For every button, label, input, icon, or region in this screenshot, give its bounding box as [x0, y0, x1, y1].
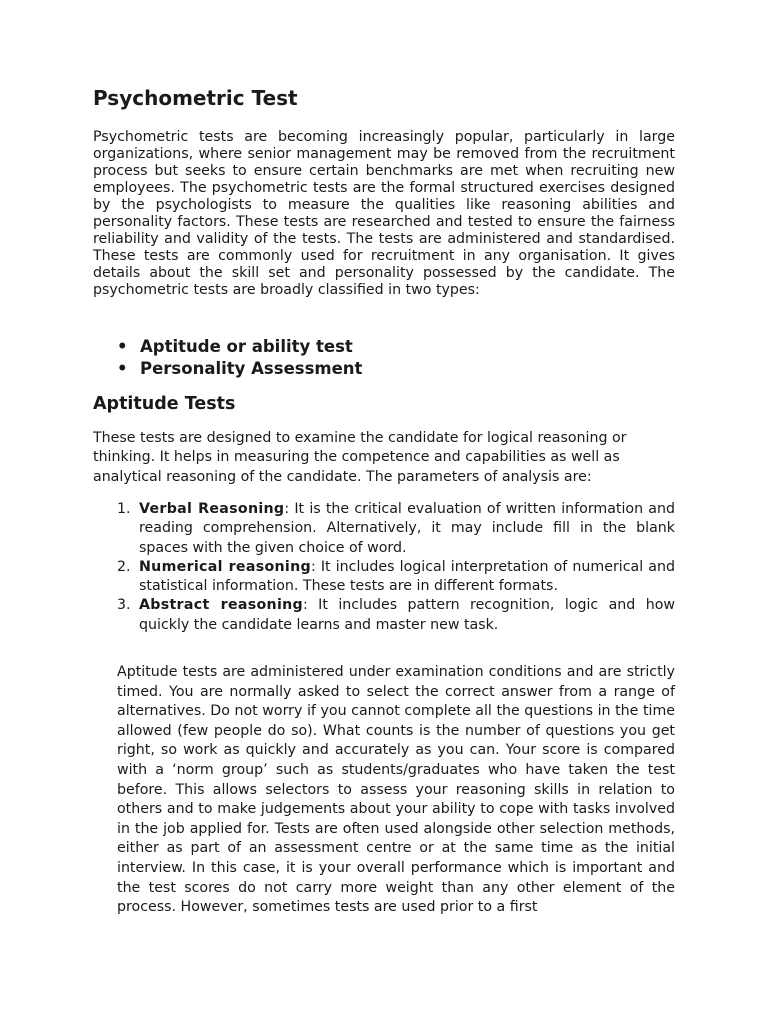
page-title: Psychometric Test — [93, 86, 298, 110]
section-heading-aptitude: Aptitude Tests — [93, 394, 236, 414]
list-item — [93, 596, 675, 635]
intro-paragraph: Psychometric tests are becoming increasingly popular, particularly in large organizations, where senior management may be removed from the recruitment process but seeks to ensure certain benchmarks are met when recruiting new employees. The psychometric tests are the formal structured exercises designed by the psychologists to measure the qualities like reasoning abilities and personality factors. These tests are researched and tested to ensure the fairness reliability and validity of the tests. The tests are administered and standardised. These tests are commonly used for recruitment in any organisation. It gives details about the skill set and personality possessed by the candidate. The psychometric tests are broadly classified in two types: — [93, 129, 675, 298]
list-item — [93, 558, 675, 597]
bullet-icon: • — [117, 358, 128, 378]
test-types-list — [93, 336, 362, 379]
param-description: : It includes pattern recognition, logic and how quickly the candidate learns and master new task. — [139, 597, 675, 633]
param-term: Numerical reasoning — [139, 558, 311, 575]
list-number: 2. — [117, 558, 131, 575]
list-number: 1. — [117, 501, 131, 517]
aptitude-closing-paragraph: Aptitude tests are administered under examination conditions and are strictly timed. You are normally asked to select the correct answer from a range of alternatives. Do not worry if you cannot complete all the questions in the time allowed (few people do so). What counts is the number of questions you get right, so work as quickly and accurately as you can. Your score is compared with a ‘norm group’ such as students/graduates who have taken the test before. This allows selectors to assess your reasoning skills in relation to others and to make judgements about your ability to cope with tasks involved in the job applied for. Tests are often used alongside other selection methods, either as part of an assessment centre or at the same time as the initial interview. In this case, it is your overall performance which is important and the test scores do not carry more weight than any other element of the process. However, sometimes tests are used prior to a first — [117, 664, 675, 916]
param-term: Abstract reasoning — [139, 597, 303, 614]
list-item — [93, 336, 362, 358]
list-item — [93, 500, 675, 558]
param-term: Verbal Reasoning — [139, 501, 285, 517]
aptitude-intro-paragraph: These tests are designed to examine the candidate for logical reasoning or thinking. It helps in measuring the competence and capabilities as well as analytical reasoning of the candidate. The parameters of analysis are: — [93, 430, 627, 485]
param-description: : It is the critical evaluation of written information and reading comprehension. Alternatively, it may include fill in the blank spaces with the given choice of word. — [139, 501, 675, 556]
param-description: : It includes logical interpretation of numerical and statistical information. These tests are in different formats. — [139, 558, 675, 595]
list-item-label: Personality Assessment — [140, 358, 363, 378]
list-number: 3. — [117, 597, 131, 614]
bullet-icon: • — [117, 337, 128, 356]
list-item-label: Aptitude or ability test — [140, 337, 353, 356]
list-item — [93, 358, 362, 380]
parameters-list — [93, 500, 675, 635]
